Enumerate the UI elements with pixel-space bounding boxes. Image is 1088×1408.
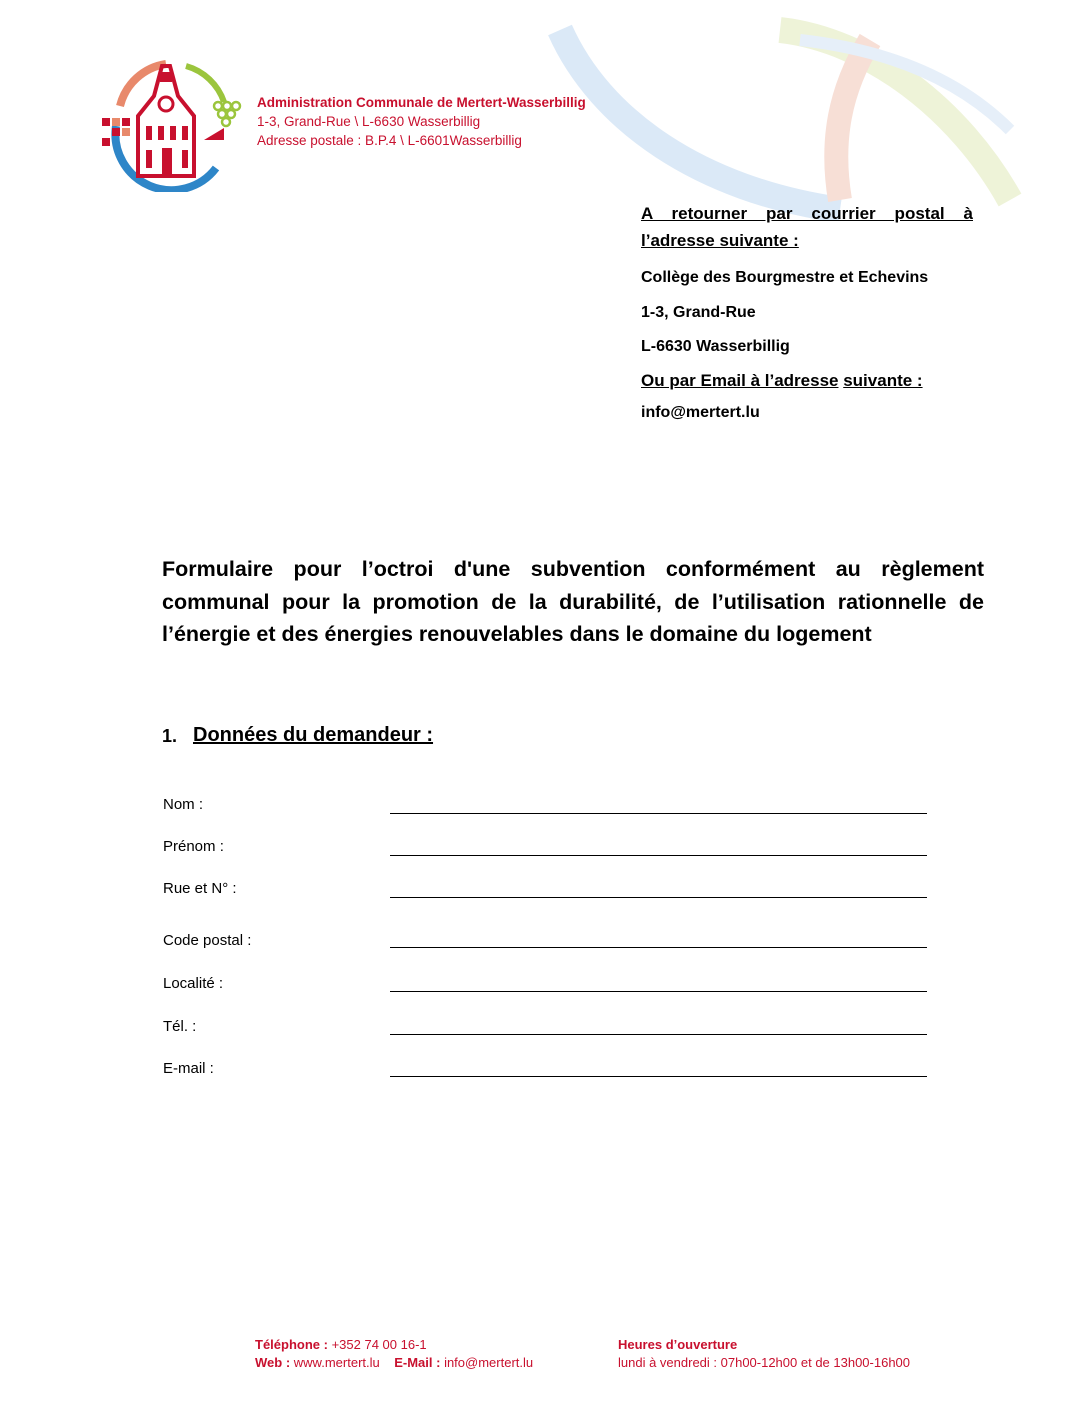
footer-phone-label: Téléphone :	[255, 1337, 328, 1352]
return-email: info@mertert.lu	[641, 404, 760, 421]
field-label-prenom: Prénom :	[163, 838, 224, 855]
email-heading-part2: suivante :	[843, 371, 923, 390]
footer-hours-label	[618, 1337, 737, 1352]
field-label-rue: Rue et N° :	[163, 880, 237, 897]
org-postal-address: Adresse postale : B.P.4 \ L-6601Wasserbillig	[257, 133, 522, 148]
field-line-code-postal[interactable]	[390, 947, 927, 948]
field-line-localite[interactable]	[390, 991, 927, 992]
footer-mail-label: E-Mail :	[394, 1355, 441, 1370]
footer-web	[255, 1355, 533, 1370]
decorative-swoosh	[540, 0, 1088, 220]
field-line-nom[interactable]	[390, 813, 927, 814]
field-label-localite: Localité :	[163, 975, 224, 992]
field-line-rue[interactable]	[390, 897, 927, 898]
recipient-name: Collège des Bourgmestre et Echevins	[641, 269, 929, 286]
org-address: 1-3, Grand-Rue \ L-6630 Wasserbillig	[257, 114, 481, 129]
field-label-email: E-mail :	[163, 1060, 214, 1077]
footer-mail-value[interactable]: info@mertert.lu	[444, 1355, 534, 1370]
email-heading-part1: Ou par Email à l’adresse	[641, 371, 839, 390]
return-address-block	[641, 200, 973, 423]
return-heading: A retourner par courrier postal à l’adresse suivante :	[641, 204, 973, 250]
org-name: Administration Communale de Mertert-Wasserbillig	[257, 95, 586, 110]
footer-hours-value: lundi à vendredi : 07h00-12h00 et de 13h00-16h00	[618, 1355, 911, 1370]
recipient-street: 1-3, Grand-Rue	[641, 304, 756, 321]
footer-web-value[interactable]: www.mertert.lu	[293, 1355, 380, 1370]
recipient-city: L-6630 Wasserbillig	[641, 338, 790, 355]
form-title: Formulaire pour l’octroi d'une subvention conformément au règlement communal pour la promotion de la durabilité, de l’utilisation rationnelle de l’énergie et des énergies renouvelables dans le domaine du logement	[162, 557, 984, 646]
field-label-nom: Nom :	[163, 796, 204, 813]
field-label-tel: Tél. :	[163, 1018, 197, 1035]
footer-hours-heading: Heures d’ouverture	[618, 1337, 738, 1352]
section-number: 1.	[162, 726, 178, 746]
email-heading	[641, 369, 973, 393]
footer-phone-value: +352 74 00 16-1	[331, 1337, 427, 1352]
footer-phone	[255, 1337, 427, 1352]
municipality-logo	[96, 56, 248, 192]
field-line-tel[interactable]	[390, 1034, 927, 1035]
footer-web-label: Web :	[255, 1355, 291, 1370]
field-label-code-postal: Code postal :	[163, 932, 252, 949]
section-title: Données du demandeur :	[193, 724, 434, 746]
field-line-prenom[interactable]	[390, 855, 927, 856]
field-line-email[interactable]	[390, 1076, 927, 1077]
